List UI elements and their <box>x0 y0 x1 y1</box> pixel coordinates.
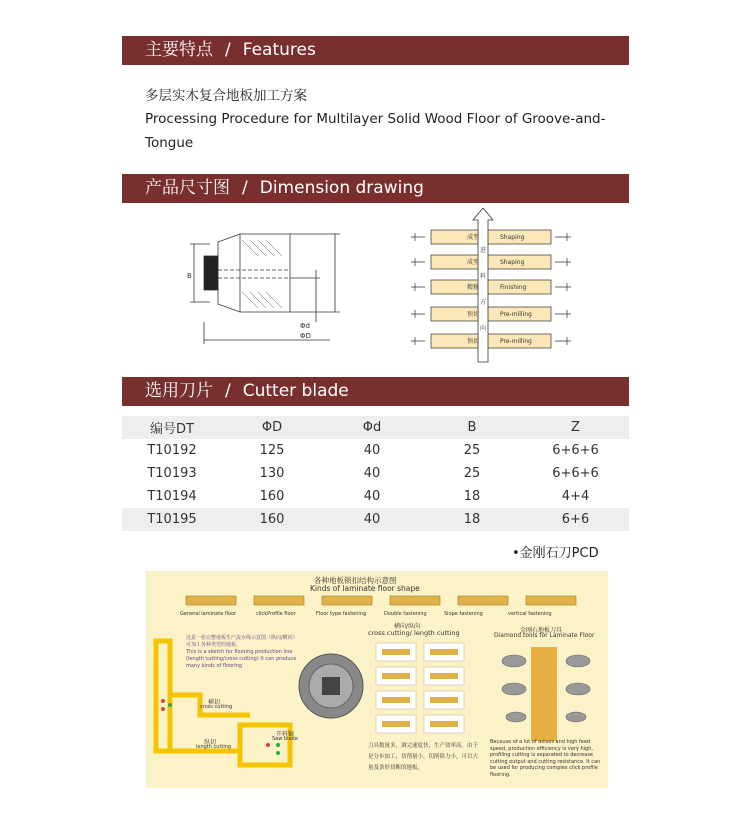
col-header: ΦD <box>222 416 322 439</box>
table-cell: 160 <box>222 508 322 531</box>
table-cell: 25 <box>463 466 481 481</box>
features-title-en: Features <box>242 40 316 60</box>
dimension-sep: / <box>242 178 248 198</box>
poster-title-en: Kinds of laminate floor shape <box>310 584 420 593</box>
table-cell: T10193 <box>147 466 197 481</box>
feed-char-4: 向 <box>480 325 487 332</box>
floor-shape-poster <box>146 571 608 788</box>
step-2-cn: 成型 <box>467 259 480 266</box>
table-cell: 160 <box>259 489 285 504</box>
feed-char-3: 方 <box>480 299 487 306</box>
shape-label: Slope fastening <box>444 611 483 617</box>
step-2: Shaping <box>500 259 525 266</box>
features-title-cn: 主要特点 <box>145 40 213 60</box>
table-cell: T10195 <box>122 508 222 531</box>
label-d-big: ΦD <box>300 332 311 340</box>
table-cell: 6+6+6 <box>552 466 599 481</box>
col-header: 编号DT <box>122 416 222 439</box>
features-line-cn: 多层实木复合地板加工方案 <box>145 88 307 104</box>
middle-label-en: cross cutting/ length cutting <box>368 629 460 637</box>
table-row <box>122 508 629 531</box>
blade-table <box>122 416 629 531</box>
features-line-en-1: Processing Procedure for Multilayer Solid Wood Floor of Groove-and- <box>145 111 606 127</box>
features-line-en-2: Tongue <box>145 135 194 151</box>
table-cell: 4+4 <box>561 489 590 504</box>
table-cell: T10192 <box>147 443 197 458</box>
table-cell: 18 <box>422 508 522 531</box>
blades-header <box>122 377 629 406</box>
table-cell: 40 <box>363 489 381 504</box>
table-row <box>122 439 629 462</box>
step-4: Pre-milling <box>500 311 532 318</box>
step-3-cn: 精修 <box>467 284 480 291</box>
table-cell: 40 <box>363 466 381 481</box>
cross-label-en: cross cutting <box>200 704 233 710</box>
table-cell: 40 <box>363 443 381 458</box>
col-header: Z <box>522 416 629 439</box>
table-row <box>122 485 629 508</box>
dimension-title-cn: 产品尺寸图 <box>145 178 230 198</box>
step-1: Shaping <box>500 234 525 241</box>
sketch-note-en: This is a sketch for flooring production line (length cutting/cross cutting) It can produce many kinds of flooring <box>186 649 297 669</box>
blades-title-en: Cutter blade <box>242 381 349 401</box>
feed-char-2: 料 <box>480 273 487 280</box>
profile-grid <box>374 641 484 741</box>
shape-label: General laminate floor <box>180 611 237 617</box>
pcd-note: •金刚石刀PCD <box>512 546 599 561</box>
process-drawing <box>405 208 580 363</box>
diamond-label-en: Diamond tools for Laminate Floor <box>494 632 595 639</box>
cutter-head-icon <box>296 631 366 741</box>
length-label-en: length cutting <box>196 744 232 750</box>
dimension-title-en: Dimension drawing <box>259 178 424 198</box>
step-4-cn: 预切 <box>467 311 480 318</box>
feed-char-1: 进 <box>480 247 487 254</box>
saw-label-en: Saw blade <box>272 736 298 742</box>
blades-sep: / <box>225 381 231 401</box>
floor-profiles <box>176 593 596 609</box>
table-cell: 130 <box>259 466 285 481</box>
label-b: B <box>187 272 192 280</box>
step-3: Finishing <box>500 284 527 291</box>
col-header: B <box>422 416 522 439</box>
blades-title-cn: 选用刀片 <box>145 381 213 401</box>
middle-label-cn: 横向/纵向 <box>394 623 421 630</box>
diamond-tools-icon <box>496 643 606 743</box>
length-label-cn: 纵切 <box>204 739 217 746</box>
shape-label: Floor type fastening <box>316 611 367 617</box>
cross-label-cn: 横切 <box>208 699 221 706</box>
label-d-small: Φd <box>300 322 310 330</box>
table-header-row <box>122 416 629 439</box>
sketch-note-cn: 这是一张完整地板生产流水线示意图（纵向/横向）可加工各种类型的地板。 <box>186 635 298 648</box>
saw-label-cn: 开料锯 <box>276 731 295 738</box>
table-cell: 40 <box>322 508 422 531</box>
features-sep: / <box>225 40 231 60</box>
poster-title-cn: 各种地板锁扣结构示意图 <box>314 576 397 585</box>
table-cell: 125 <box>259 443 285 458</box>
features-header <box>122 36 629 65</box>
dimension-header <box>122 174 629 203</box>
middle-note: 刀具数量多，调完速度快，生产效率高。由于是分步加工，切削量小，切削阻力小，可以大量及条形切断的地板。 <box>368 743 479 771</box>
diamond-note: Because of a lot of axises and high feed speed, production efficiency is very high, profiling cutting is separated to decrease cutting output and cutting resistance. It can be used for producing complex click profile flooring. <box>490 739 601 778</box>
shape-label: clickProfile floor <box>256 611 296 617</box>
col-header: Φd <box>322 416 422 439</box>
cutter-dimension-drawing <box>180 212 360 347</box>
diamond-label-cn: 金刚石地板刀具 <box>520 627 563 634</box>
table-cell: T10194 <box>147 489 197 504</box>
step-5-cn: 预切 <box>467 338 480 345</box>
shape-label: Double fastening <box>384 611 427 617</box>
table-cell: 25 <box>463 443 481 458</box>
table-cell: 6+6+6 <box>552 443 599 458</box>
step-1-cn: 成型 <box>467 234 480 241</box>
production-line <box>150 635 300 785</box>
table-cell: 6+6 <box>522 508 629 531</box>
step-5: Pre-milling <box>500 338 532 345</box>
table-cell: 18 <box>463 489 481 504</box>
shape-label: vertical fastening <box>508 611 552 617</box>
table-row <box>122 462 629 485</box>
